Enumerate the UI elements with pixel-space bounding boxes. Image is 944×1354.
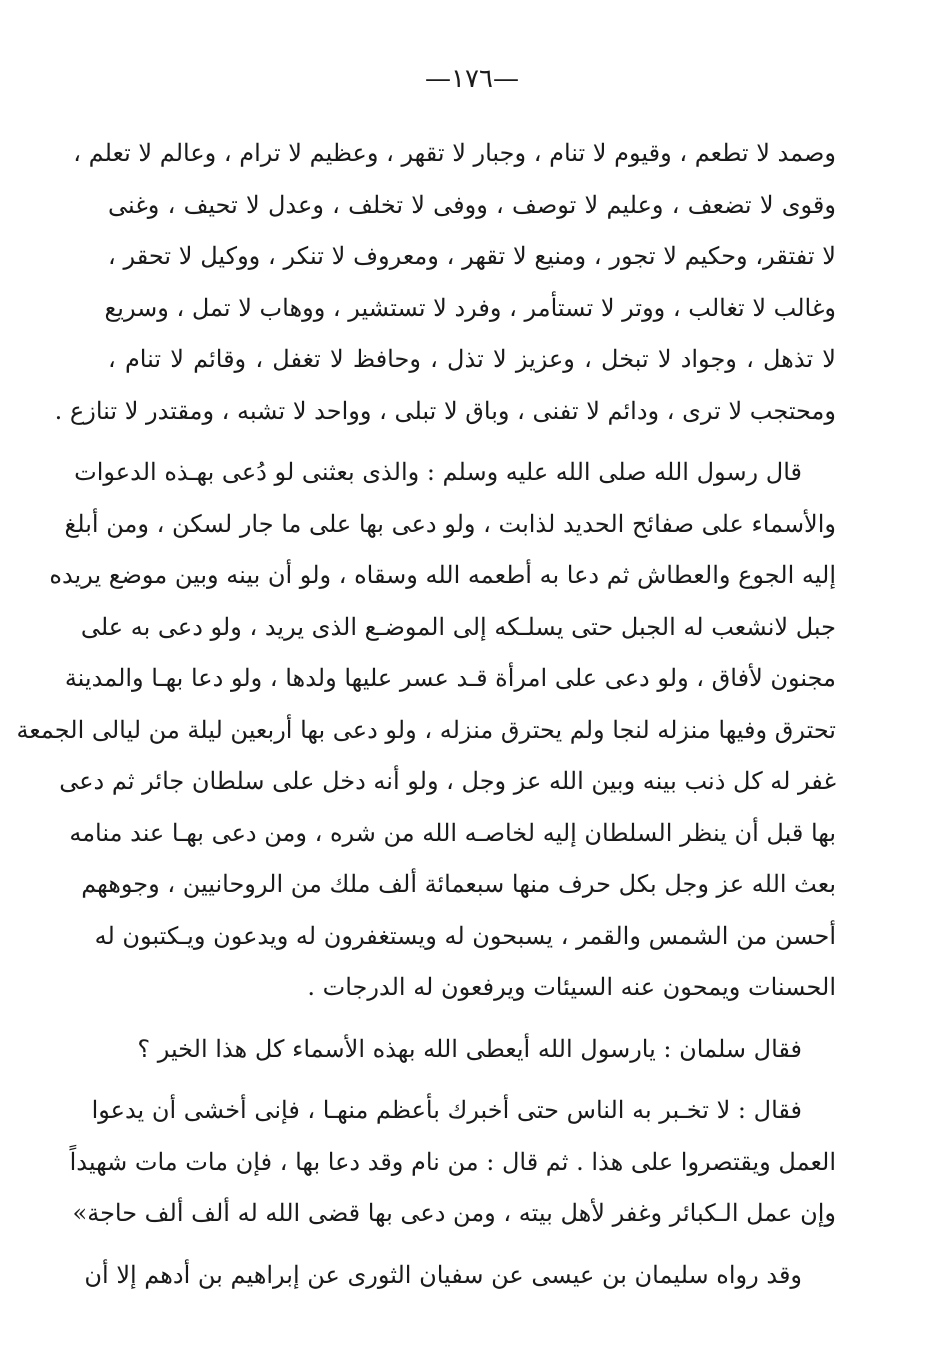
text-line: إليه الجوع والعطاش ثم دعا به أطعمه الله وسقاه ، ولو أن بينه وبين موضع يريده [49,561,836,589]
text-line: تحترق وفيها منزله لنجا ولم يحترق منزله ، ولو دعى بها أربعين ليلة من ليالى الجمعة [16,715,836,744]
text-line: لا تذهل ، وجواد لا تبخل ، وعزيز لا تذل ، وحافظ لا تغفل ، وقائم لا تنام ، [108,345,836,373]
text-line: بعث الله عز وجل بكل حرف منها سبعمائة ألف ملك من الروحانيين ، وجوههم [81,870,836,898]
text-line: أحسن من الشمس والقمر ، يسبحون له ويستغفرون له ويدعون ويـكتبون له [94,921,836,950]
text-line: العمل ويقتصروا على هذا . ثم قال : من نام وقد دعا بها ، فإن مات مات شهيداً [69,1147,836,1176]
text-line: قال رسول الله صلى الله عليه وسلم : والذى بعثنى لو دُعى بهـذه الدعوات [74,458,802,486]
text-line: وقوى لا تضعف ، وعليم لا توصف ، ووفى لا تخلف ، وعدل لا تحيف ، وغنى [108,190,836,219]
text-line: ومحتجب لا ترى ، ودائم لا تفنى ، وباق لا تبلى ، وواحد لا تشبه ، ومقتدر لا تنازع . [54,396,836,425]
text-line: جبل لانشعب له الجبل حتى يسلـكه إلى الموضـع الذى يريد ، ولو دعى به على [80,612,836,641]
paragraph-salman-question [108,1024,836,1076]
text-line: بها قبل أن ينظر السلطان إليه لخاصـه الله من شره ، ومن دعى بهـا عند منامه [69,818,836,847]
text-line: وغالب لا تغالب ، ووتر لا تستأمر ، وفرد لا تستشير ، ووهاب لا تمل ، وسريع [104,293,836,322]
text-line: فقال سلمان : يارسول الله أيعطى الله بهذه الأسماء كل هذا الخير ؟ [137,1034,802,1063]
text-line: فقال : لا تخـبر به الناس حتى أخبرك بأعظم منهـا ، فإنى أخشى أن يدعوا [91,1096,802,1124]
page-number: —١٧٦— [425,64,519,94]
paragraph-hadith [16,447,836,1014]
paragraph-divine-names [54,128,836,437]
text-line: لا تفتقر، وحكيم لا تجور ، ومنيع لا تقهر ، ومعروف لا تنكر ، ووكيل لا تحقر ، [108,242,836,270]
text-line: الحسنات ويمحون عنه السيئات ويرفعون له الدرجات . [307,973,836,1001]
body-text [16,128,836,1301]
text-line: غفر له كل ذنب بينه وبين الله عز وجل ، ولو أنه دخل على سلطان جائر ثم دعى [59,767,836,795]
paragraph-narration [84,1250,836,1302]
text-line: وإن عمل الـكبائر وغفر لأهل بيته ، ومن دعى بها قضى الله له ألف ألف حاجة» [72,1199,836,1227]
text-line: وقد رواه سليمان بن عيسى عن سفيان الثورى عن إبراهيم بن أدهم إلا أن [84,1260,802,1289]
paragraph-answer [69,1085,836,1240]
text-line: وصمد لا تطعم ، وقيوم لا تنام ، وجبار لا تقهر ، وعظيم لا ترام ، وعالم لا تعلم ، [73,139,836,167]
text-line: مجنون لأفاق ، ولو دعى على امرأة قـد عسر عليها ولدها ، ولو دعا بهـا والمدينة [64,664,836,692]
text-line: والأسماء على صفائح الحديد لذابت ، ولو دعى بها على ما جار لسكن ، ومن أبلغ [64,509,836,538]
